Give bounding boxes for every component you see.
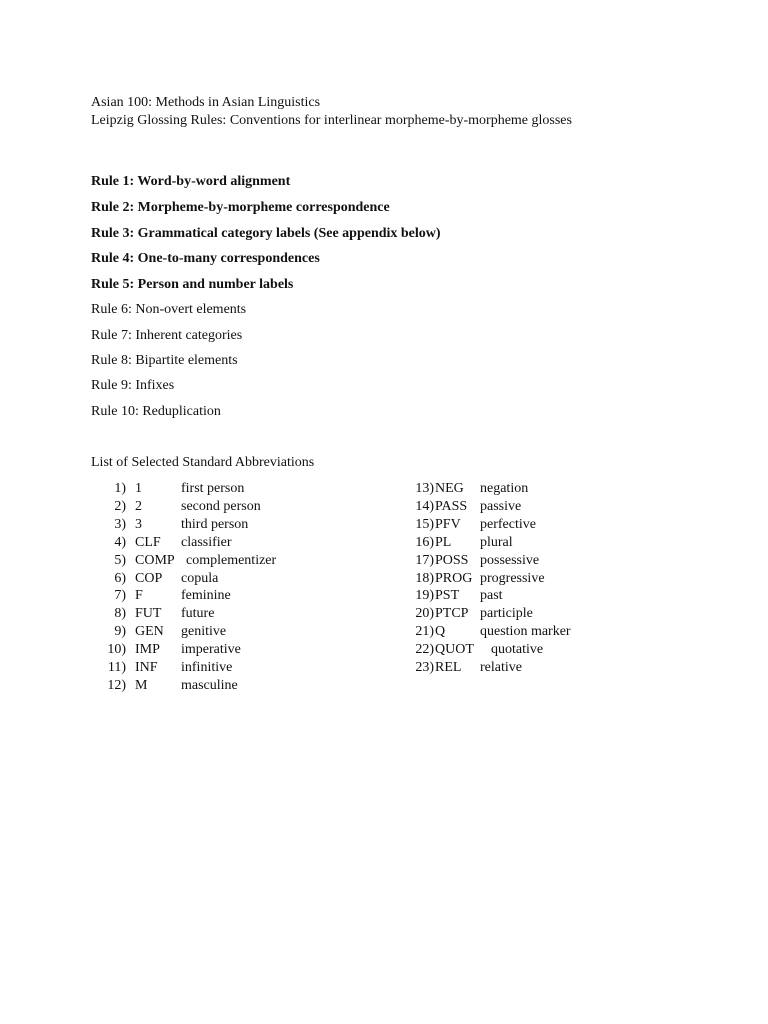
abbreviation-number: 9) (114, 624, 126, 640)
abbreviation-code: M (135, 677, 148, 693)
abbreviation-number: 10) (107, 642, 126, 658)
abbreviation-gloss: genitive (181, 624, 227, 640)
abbreviation-gloss: masculine (181, 677, 238, 693)
abbreviation-code: 2 (135, 498, 142, 514)
rule-6: Rule 6: Non-overt elements (91, 302, 247, 317)
abbreviation-code: PL (435, 534, 452, 550)
abbreviation-code: INF (135, 660, 158, 675)
abbreviation-number: 16) (415, 534, 434, 550)
abbreviation-gloss: third person (181, 516, 249, 532)
abbreviation-gloss: infinitive (181, 660, 233, 675)
abbreviation-gloss: relative (480, 660, 522, 675)
abbreviation-row (0, 516, 768, 534)
rule-8: Rule 8: Bipartite elements (91, 353, 238, 368)
rule-4: Rule 4: One-to-many correspondences (91, 251, 320, 266)
abbreviation-code: FUT (135, 606, 162, 622)
abbreviation-code: PROG (435, 570, 473, 586)
abbreviation-row (0, 605, 768, 623)
abbreviation-code: NEG (435, 481, 464, 496)
abbreviation-gloss: copula (181, 570, 219, 586)
abbreviation-gloss: perfective (480, 516, 536, 532)
abbreviation-number: 19) (415, 588, 434, 604)
abbreviation-code: COP (135, 570, 163, 586)
abbreviation-gloss: plural (480, 534, 513, 550)
abbreviation-gloss: second person (181, 498, 261, 514)
abbreviation-code: PFV (435, 516, 461, 532)
abbreviation-number: 18) (415, 570, 434, 586)
abbreviation-row (0, 641, 768, 659)
rule-3: Rule 3: Grammatical category labels (See appendix below) (91, 226, 441, 241)
abbreviation-number: 6) (114, 570, 126, 586)
abbreviation-row (0, 587, 768, 605)
abbreviation-code: PASS (435, 498, 468, 514)
abbreviation-number: 8) (114, 606, 126, 622)
rule-7: Rule 7: Inherent categories (91, 328, 243, 343)
abbreviation-row (0, 677, 768, 695)
abbreviation-gloss: past (480, 588, 503, 604)
abbreviation-code: COMP (135, 552, 175, 568)
abbreviation-number: 14) (415, 498, 434, 514)
abbreviation-gloss: classifier (181, 534, 232, 550)
abbreviation-number: 21) (415, 624, 434, 640)
abbreviation-row (0, 659, 768, 677)
abbreviation-gloss: feminine (181, 588, 231, 604)
rule-10: Rule 10: Reduplication (91, 404, 221, 419)
abbreviation-row (0, 534, 768, 552)
abbreviation-number: 3) (114, 516, 126, 532)
abbreviation-row (0, 498, 768, 516)
abbreviations-title: List of Selected Standard Abbreviations (91, 455, 315, 470)
abbreviation-number: 17) (415, 552, 434, 568)
abbreviation-gloss: quotative (491, 642, 544, 658)
course-title: Asian 100: Methods in Asian Linguistics (91, 95, 321, 110)
abbreviation-gloss: future (181, 606, 215, 622)
abbreviation-gloss: question marker (480, 624, 571, 640)
abbreviation-number: 5) (114, 552, 126, 568)
abbreviation-gloss: imperative (181, 642, 241, 658)
abbreviation-gloss: complementizer (186, 552, 277, 568)
abbreviation-code: PTCP (435, 606, 469, 622)
abbreviation-gloss: negation (480, 481, 529, 496)
abbreviation-code: Q (435, 624, 446, 640)
abbreviation-number: 7) (114, 588, 126, 604)
abbreviation-gloss: possessive (480, 552, 540, 568)
rule-2: Rule 2: Morpheme-by-morpheme correspondence (91, 200, 390, 215)
abbreviation-row (0, 480, 768, 498)
abbreviation-code: CLF (135, 534, 161, 550)
abbreviation-code: IMP (135, 642, 160, 658)
abbreviation-code: PST (435, 588, 460, 604)
abbreviation-row (0, 552, 768, 570)
abbreviation-number: 1) (114, 481, 126, 496)
abbreviation-row (0, 570, 768, 588)
rule-9: Rule 9: Infixes (91, 378, 175, 393)
abbreviation-code: POSS (435, 552, 469, 568)
abbreviation-number: 11) (107, 660, 126, 675)
abbreviation-number: 13) (415, 481, 434, 496)
abbreviation-row (0, 623, 768, 641)
rule-5: Rule 5: Person and number labels (91, 277, 294, 292)
abbreviation-code: QUOT (435, 642, 474, 658)
abbreviation-number: 22) (415, 642, 434, 658)
abbreviation-number: 2) (114, 498, 126, 514)
abbreviation-gloss: participle (480, 606, 533, 622)
abbreviation-code: F (135, 588, 143, 604)
document-subtitle: Leipzig Glossing Rules: Conventions for interlinear morpheme-by-morpheme glosses (91, 113, 572, 128)
rule-1: Rule 1: Word-by-word alignment (91, 174, 291, 189)
abbreviation-code: 1 (135, 481, 142, 496)
abbreviation-number: 4) (114, 534, 126, 550)
abbreviation-code: 3 (135, 516, 142, 532)
abbreviation-gloss: progressive (480, 570, 545, 586)
abbreviation-code: GEN (135, 624, 164, 640)
abbreviation-gloss: passive (480, 498, 522, 514)
abbreviation-gloss: first person (181, 481, 245, 496)
abbreviation-number: 12) (107, 677, 126, 693)
abbreviation-number: 20) (415, 606, 434, 622)
abbreviation-number: 23) (415, 660, 434, 675)
abbreviation-number: 15) (415, 516, 434, 532)
abbreviation-code: REL (435, 660, 462, 675)
